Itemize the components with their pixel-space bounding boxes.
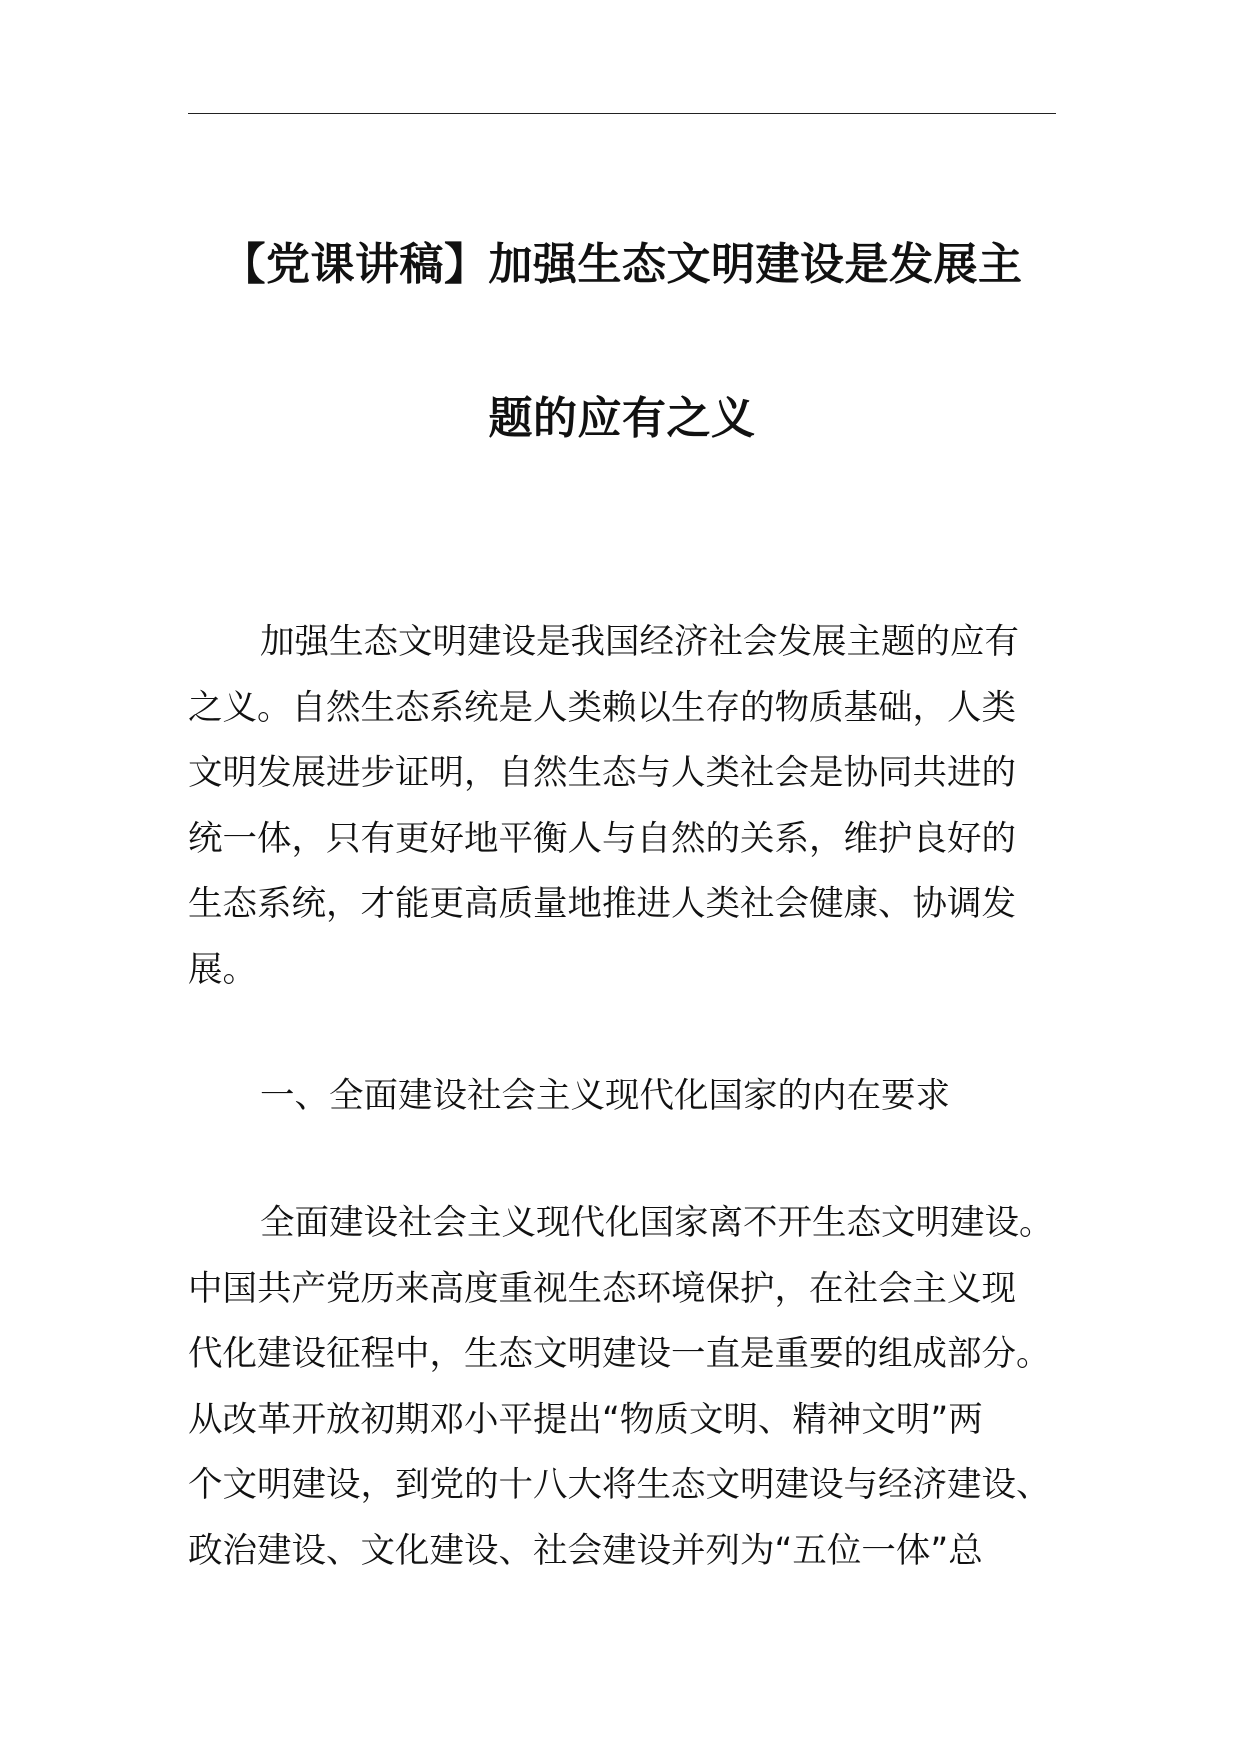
section-1-line: 从改革开放初期邓小平提出“物质文明、精神文明”两	[188, 1399, 983, 1440]
document-title-line-1: 【党课讲稿】加强生态文明建设是发展主	[221, 239, 1023, 291]
section-1-line: 政治建设、文化建设、社会建设并列为“五位一体”总	[188, 1530, 983, 1571]
intro-paragraph	[188, 610, 1058, 1003]
intro-line: 之义。自然生态系统是人类赖以生存的物质基础，人类	[188, 687, 1016, 728]
intro-line: 展。	[188, 949, 257, 990]
intro-line: 文明发展进步证明，自然生态与人类社会是协同共进的	[188, 753, 1016, 793]
section-1-line: 全面建设社会主义现代化国家离不开生态文明建设。	[260, 1203, 1054, 1243]
section-1-line: 个文明建设，到党的十八大将生态文明建设与经济建设、	[188, 1465, 1051, 1505]
document-title-line-2: 题的应有之义	[488, 393, 756, 445]
section-1-line: 中国共产党历来高度重视生态环境保护，在社会主义现	[188, 1268, 1016, 1309]
section-1-paragraph	[188, 1191, 1058, 1584]
intro-line: 生态系统，才能更高质量地推进人类社会健康、协调发	[188, 884, 1016, 924]
section-1-line: 代化建设征程中，生态文明建设一直是重要的组成部分。	[188, 1334, 1051, 1374]
header-rule	[188, 113, 1056, 114]
intro-line: 统一体，只有更好地平衡人与自然的关系，维护良好的	[188, 818, 1016, 859]
section-1-heading: 一、全面建设社会主义现代化国家的内在要求	[260, 1076, 950, 1116]
intro-line: 加强生态文明建设是我国经济社会发展主题的应有	[260, 622, 1019, 662]
